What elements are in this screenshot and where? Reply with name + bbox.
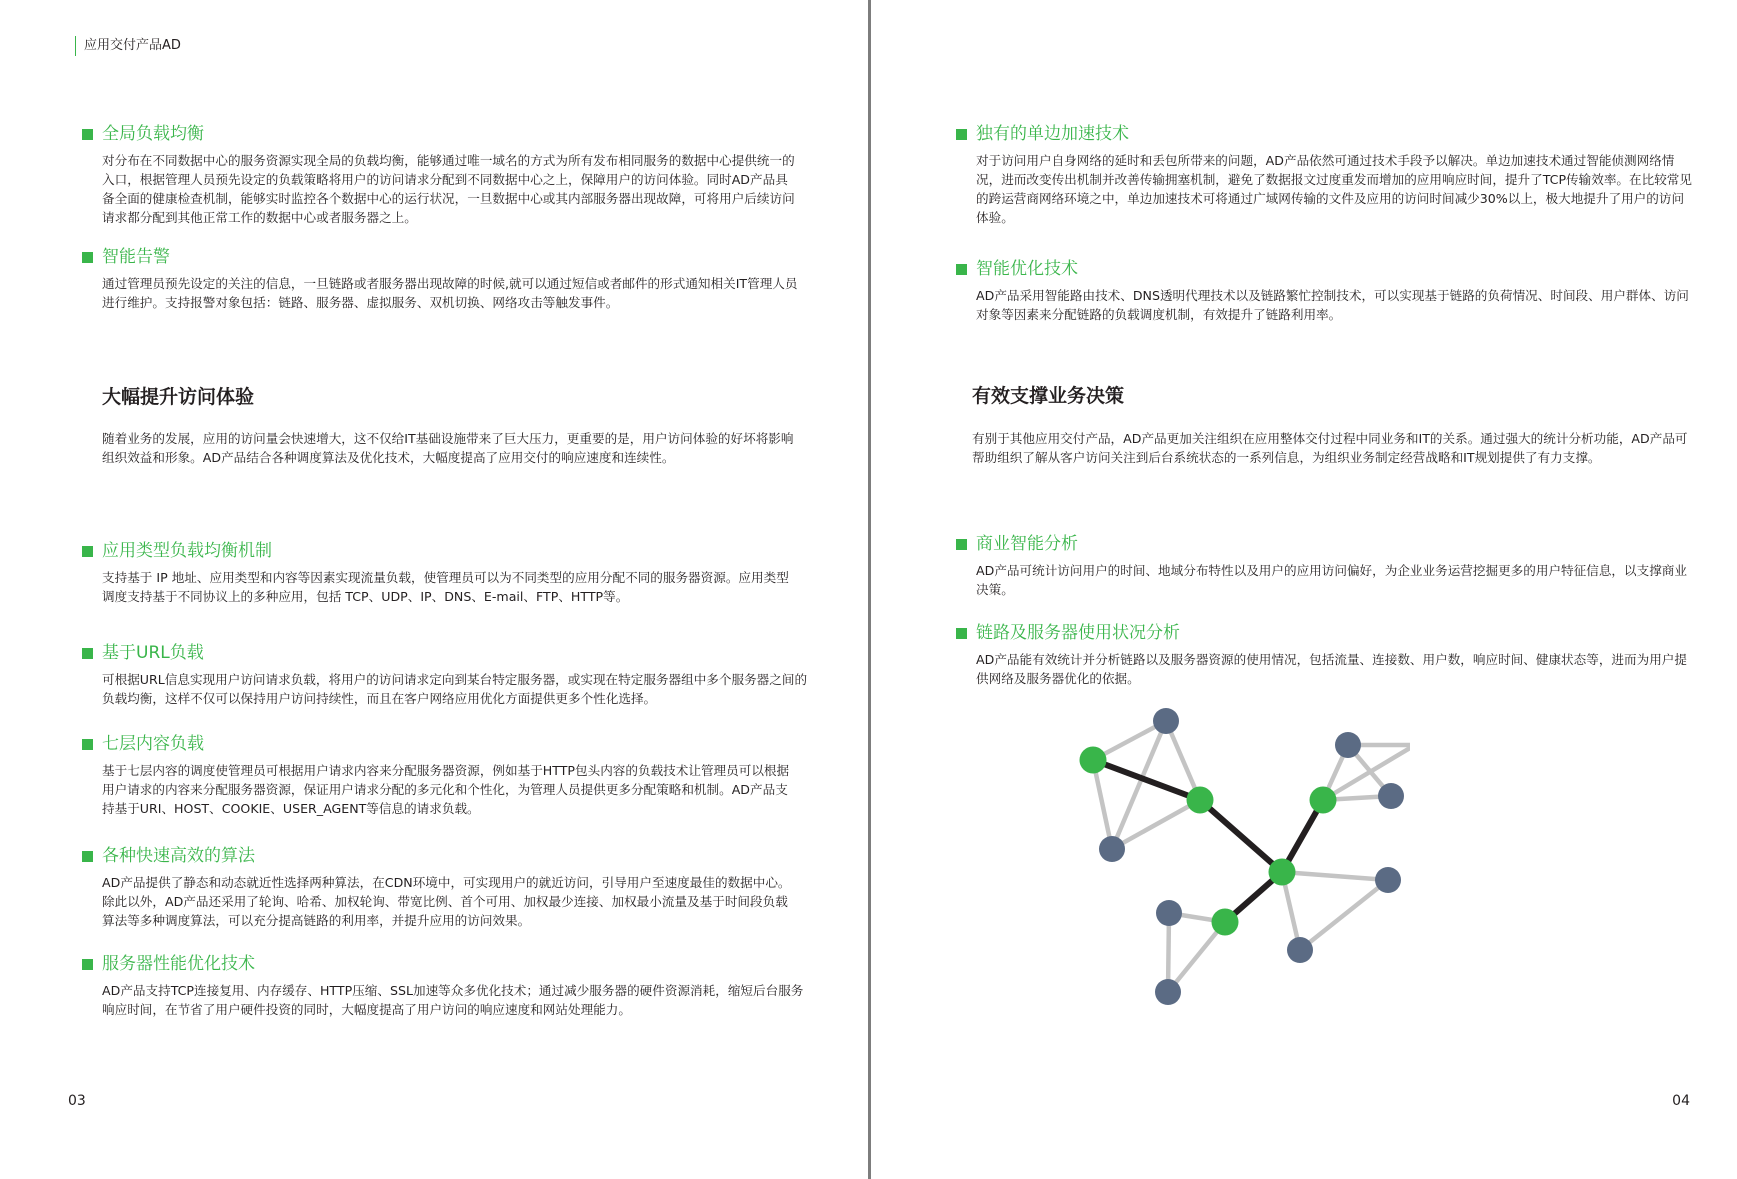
- main-heading: 大幅提升访问体验: [102, 386, 255, 408]
- section-body: 对分布在不同数据中心的服务资源实现全局的负载均衡，能够通过唯一域名的方式为所有发布相同服务的数据中心提供统一的入口，根据管理人员预先设定的负载策略将用户的访问请求分配到不同数据中心之上，保障用户的访问体验。同时AD产品具备全面的健康检查机制，能够实时监控各个数据中心的运行状况，一旦数据中心或其内部服务器出现故障，可将用户后续访问请求都分配到其他正常工作的数据中心或者服务器之上。: [102, 153, 795, 225]
- section-bullet: [82, 648, 93, 659]
- section-body: 支持基于 IP 地址、应用类型和内容等因素实现流量负载，使管理员可以为不同类型的应用分配不同的服务器资源。应用类型调度支持基于不同协议上的多种应用，包括 TCP、UDP、IP、DNS、E-mail、FTP、HTTP等。: [102, 570, 789, 604]
- section-title: 服务器性能优化技术: [102, 954, 255, 974]
- section-body: 可根据URL信息实现用户访问请求负载，将用户的访问请求定向到某台特定服务器，或实现在特定服务器组中多个服务器之间的负载均衡，这样不仅可以保持用户访问持续性，而且在客户网络应用优化方面提供更多个性化选择。: [102, 672, 808, 706]
- section-bullet: [82, 959, 93, 970]
- section-unilateral-acceleration: [956, 121, 1696, 227]
- section-bullet: [82, 252, 93, 263]
- section-title: 链路及服务器使用状况分析: [976, 623, 1180, 643]
- section-title: 智能优化技术: [976, 259, 1078, 279]
- section-bullet: [956, 129, 967, 140]
- section-body: AD产品支持TCP连接复用、内存缓存、HTTP压缩、SSL加速等众多优化技术；通过减少服务器的硬件资源消耗，缩短后台服务响应时间，在节省了用户硬件投资的同时，大幅度提高了用户访问的响应速度和网站处理能力。: [102, 983, 804, 1017]
- section-bullet: [956, 628, 967, 639]
- section-body: 对于访问用户自身网络的延时和丢包所带来的问题，AD产品依然可通过技术手段予以解决。单边加速技术通过智能侦测网络情况，进而改变传出机制并改善传输拥塞机制，避免了数据报文过度重发而增加的应用响应时间，提升了TCP传输效率。在比较常见的跨运营商网络环境之中，单边加速技术可将通过广域网传输的文件及应用的访问时间减少30%以上，极大地提升了用户的访问体验。: [976, 153, 1692, 225]
- section-business-intelligence: [956, 531, 1696, 599]
- running-header: 应用交付产品AD: [75, 36, 181, 56]
- main-heading: 有效支撑业务决策: [972, 385, 1125, 407]
- main-intro: 有别于其他应用交付产品，AD产品更加关注组织在应用整体交付过程中同业务和IT的关系。通过强大的统计分析功能，AD产品可帮助组织了解从客户访问关注到后台系统状态的一系列信息，为组织业务制定经营战略和IT规划提供了有力支撑。: [972, 431, 1688, 465]
- section-body: AD产品可统计访问用户的时间、地域分布特性以及用户的应用访问偏好，为企业业务运营挖掘更多的用户特征信息，以支撑商业决策。: [976, 563, 1687, 597]
- section-title: 各种快速高效的算法: [102, 846, 255, 866]
- main-intro: 随着业务的发展，应用的访问量会快速增大，这不仅给IT基础设施带来了巨大压力，更重要的是，用户访问体验的好坏将影响组织效益和形象。AD产品结合各种调度算法及优化技术，大幅度提高了应用交付的响应速度和连续性。: [102, 431, 794, 465]
- section-smart-alert: [82, 244, 798, 312]
- right-page: [871, 0, 1737, 1179]
- section-url-lb: [82, 640, 808, 708]
- section-global-load-balancing: [82, 121, 798, 227]
- section-bullet: [82, 546, 93, 557]
- section-l7-lb: [82, 731, 798, 818]
- section-bullet: [82, 851, 93, 862]
- section-body: AD产品提供了静态和动态就近性选择两种算法，在CDN环境中，可实现用户的就近访问，引导用户至速度最佳的数据中心。除此以外，AD产品还采用了轮询、哈希、加权轮询、带宽比例、首个可用、加权最少连接、加权最小流量及基于时间段负载算法等多种调度算法，可以充分提高链路的利用率，并提升应用的访问效果。: [102, 875, 791, 928]
- section-title: 基于URL负载: [102, 643, 204, 663]
- page-number: 04: [1672, 1093, 1690, 1109]
- section-server-optimization: [82, 951, 808, 1019]
- section-title: 智能告警: [102, 247, 170, 267]
- left-page: [0, 0, 868, 1179]
- section-title: 商业智能分析: [976, 534, 1078, 554]
- section-bullet: [82, 129, 93, 140]
- section-title: 独有的单边加速技术: [976, 124, 1129, 144]
- section-smart-optimization: [956, 256, 1696, 324]
- section-title: 应用类型负载均衡机制: [102, 541, 272, 561]
- section-link-server-analysis: [956, 620, 1696, 688]
- section-title: 七层内容负载: [102, 734, 204, 754]
- section-algorithms: [82, 843, 798, 930]
- section-title: 全局负载均衡: [102, 124, 204, 144]
- section-body: 基于七层内容的调度使管理员可根据用户请求内容来分配服务器资源，例如基于HTTP包头内容的负载技术让管理员可以根据用户请求的内容来分配服务器资源，保证用户请求分配的多元化和个性化，为管理人员提供更多分配策略和机制。AD产品支持基于URI、HOST、COOKIE、USER_AGENT等信息的请求负载。: [102, 763, 790, 816]
- section-body: AD产品采用智能路由技术、DNS透明代理技术以及链路繁忙控制技术，可以实现基于链路的负荷情况、时间段、用户群体、访问对象等因素来分配链路的负载调度机制，有效提升了链路利用率。: [976, 288, 1689, 322]
- page-number: 03: [68, 1093, 86, 1109]
- section-bullet: [956, 539, 967, 550]
- network-graph-icon: [1070, 700, 1410, 1005]
- section-bullet: [956, 264, 967, 275]
- section-body: 通过管理员预先设定的关注的信息，一旦链路或者服务器出现故障的时候,就可以通过短信或者邮件的形式通知相关IT管理人员进行维护。支持报警对象包括：链路、服务器、虚拟服务、双机切换、网络攻击等触发事件。: [102, 276, 798, 310]
- section-app-type-lb: [82, 538, 798, 606]
- section-bullet: [82, 739, 93, 750]
- section-body: AD产品能有效统计并分析链路以及服务器资源的使用情况，包括流量、连接数、用户数，响应时间、健康状态等，进而为用户提供网络及服务器优化的依据。: [976, 652, 1687, 686]
